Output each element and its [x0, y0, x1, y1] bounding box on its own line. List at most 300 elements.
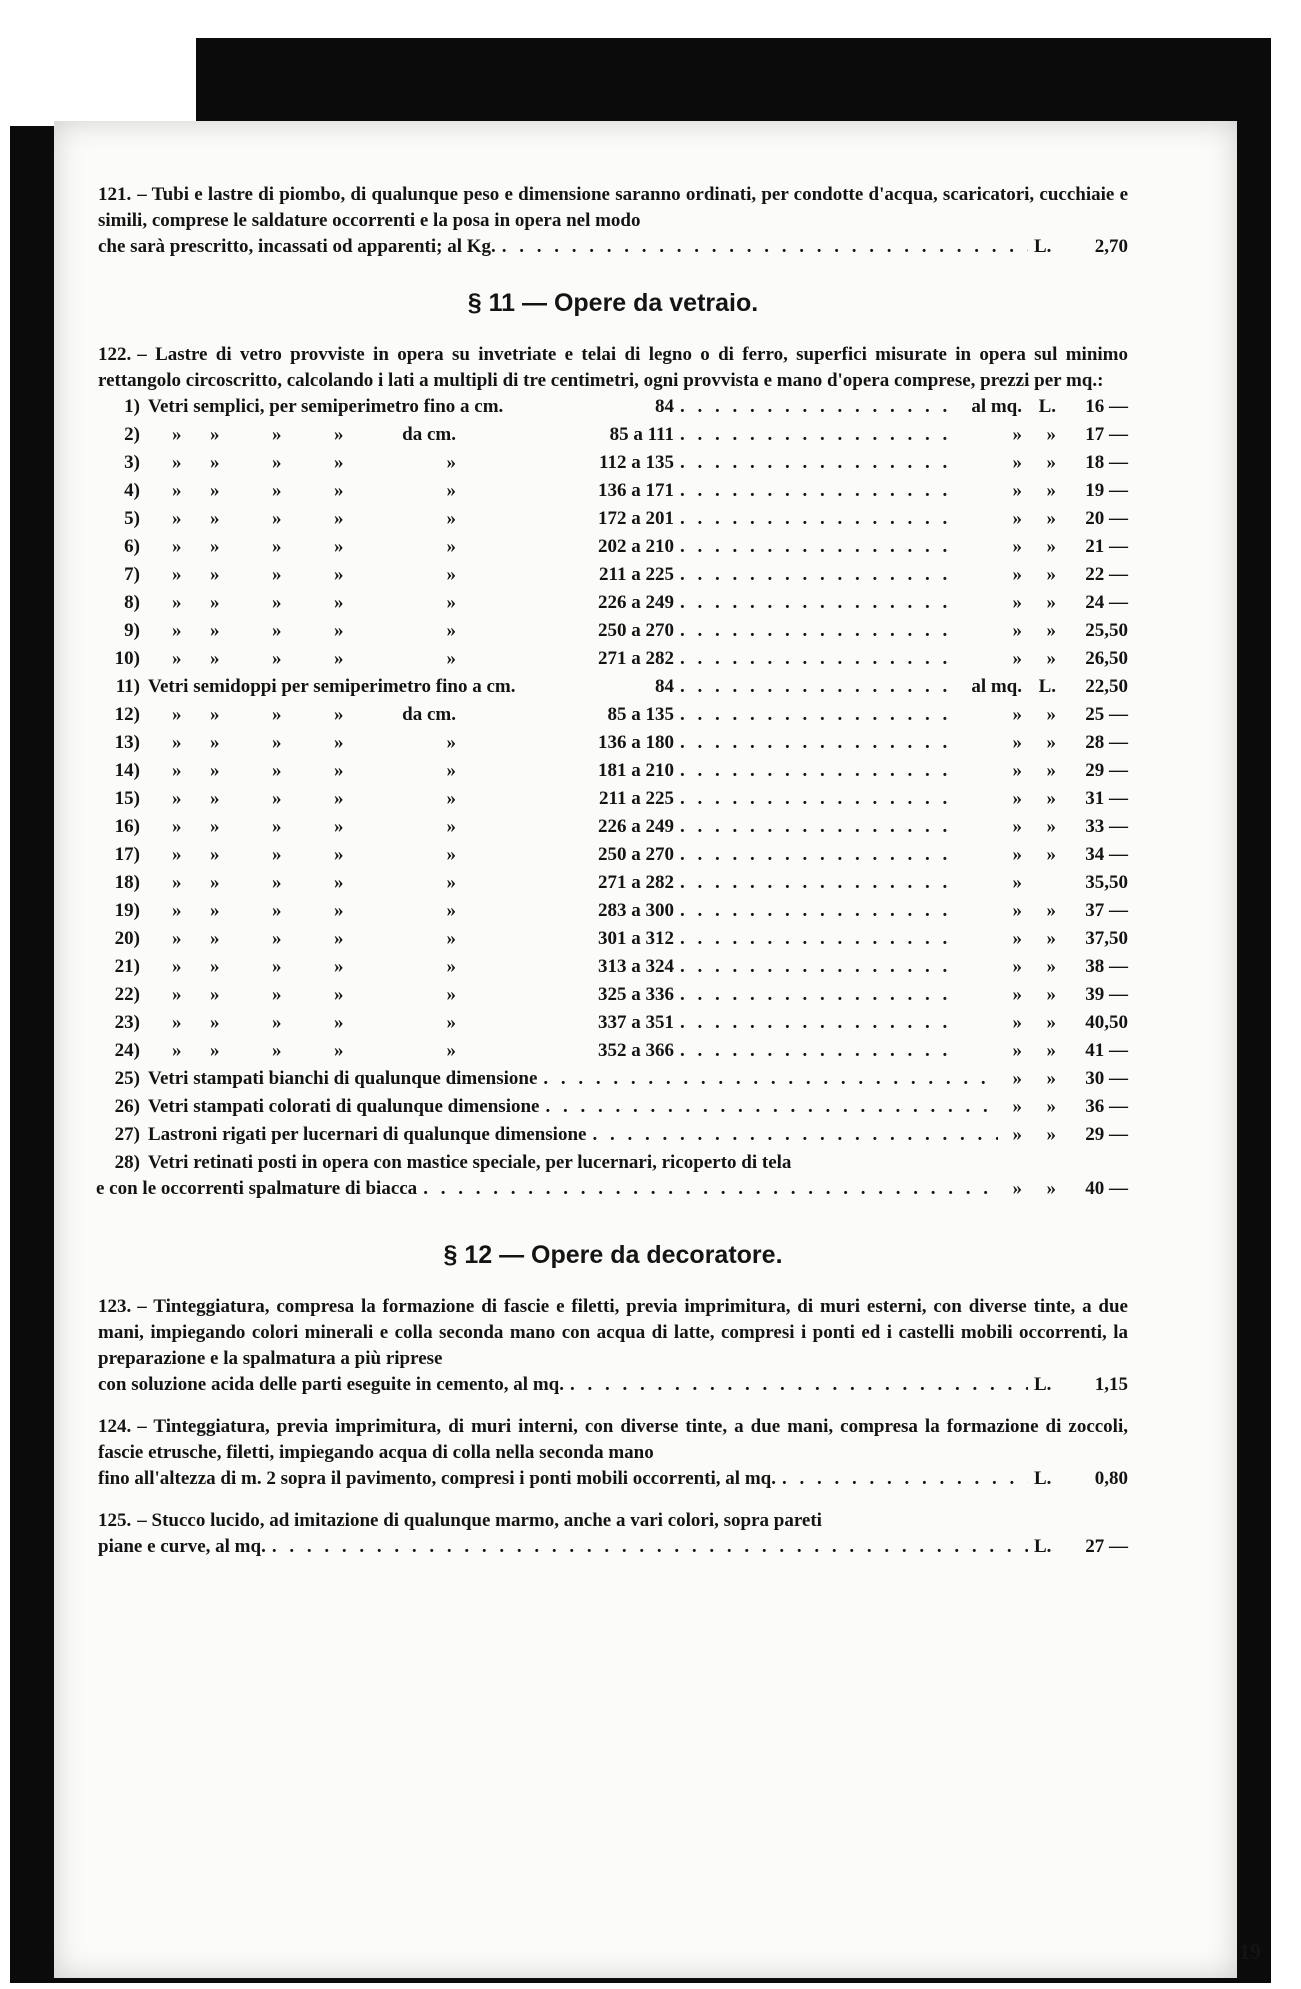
- row-index: 23): [114, 1012, 140, 1033]
- row-index: 12): [114, 704, 140, 725]
- item-123-price-line: [98, 1372, 1128, 1398]
- ditto-mark: »: [334, 872, 344, 893]
- price: 27 —: [1085, 1536, 1128, 1557]
- row-currency: »: [1046, 1068, 1056, 1089]
- row-index: 8): [124, 592, 140, 613]
- dot-leader: [680, 422, 958, 448]
- row-unit: »: [1012, 648, 1022, 669]
- row-currency: »: [1046, 480, 1056, 501]
- row-price: 22,50: [1085, 676, 1128, 697]
- row-da-label: »: [446, 900, 456, 921]
- row-currency: L.: [1038, 676, 1056, 697]
- row-desc: [148, 506, 566, 532]
- dot-leader: [680, 702, 958, 728]
- row-price: 41 —: [1085, 1040, 1128, 1061]
- row-range: 172 a 201: [598, 508, 674, 529]
- ditto-mark: »: [272, 1040, 282, 1061]
- item-text: – Tubi e lastre di piombo, di qualunque peso e dimensione saranno ordinati, per condotte d'acqua, scaricatori, cucchiaie e simili, comprese le saldature occorrenti e la posa in opera nel modo: [98, 184, 1128, 231]
- row-currency: »: [1046, 732, 1056, 753]
- row-desc: [148, 1038, 566, 1064]
- row-index: 3): [124, 452, 140, 473]
- table-row: [98, 1038, 1128, 1066]
- row-price: 40 —: [1085, 1178, 1128, 1199]
- section-title-vetraio: § 11 — Opere da vetraio.: [467, 289, 759, 317]
- row-price: 34 —: [1085, 844, 1128, 865]
- row-desc: [148, 842, 566, 868]
- item-number: 123.: [98, 1296, 132, 1317]
- row-index: 9): [124, 620, 140, 641]
- row-desc: [148, 870, 566, 896]
- ditto-mark: »: [334, 424, 344, 445]
- ditto-mark: »: [334, 508, 344, 529]
- row-unit: »: [1012, 816, 1022, 837]
- ditto-mark: »: [334, 928, 344, 949]
- ditto-mark: »: [210, 844, 220, 865]
- row-index: 7): [124, 564, 140, 585]
- row-currency: »: [1046, 648, 1056, 669]
- row-price: 16 —: [1085, 396, 1128, 417]
- row-desc: [148, 478, 566, 504]
- row-desc-line2: e con le occorrenti spalmature di biacca: [96, 1178, 418, 1199]
- dot-leader: [680, 758, 958, 784]
- ditto-mark: »: [210, 732, 220, 753]
- dot-leader: [680, 982, 958, 1008]
- ditto-mark: »: [210, 760, 220, 781]
- ditto-mark: »: [172, 480, 182, 501]
- row-unit: »: [1012, 1096, 1022, 1117]
- item-number: 122.: [98, 344, 132, 365]
- ditto-mark: »: [210, 452, 220, 473]
- row-da-label: »: [446, 592, 456, 613]
- row-currency: »: [1046, 424, 1056, 445]
- ditto-mark: »: [272, 816, 282, 837]
- ditto-mark: »: [272, 872, 282, 893]
- dot-leader: [680, 898, 958, 924]
- dot-leader: [543, 1066, 998, 1092]
- dot-leader: [680, 478, 958, 504]
- table-row: [98, 1066, 1128, 1094]
- ditto-mark: »: [272, 788, 282, 809]
- ditto-mark: »: [210, 788, 220, 809]
- row-currency: »: [1046, 592, 1056, 613]
- item-121-price-line: [98, 234, 1128, 260]
- row-currency: »: [1046, 1012, 1056, 1033]
- row-price: 35,50: [1085, 872, 1128, 893]
- row-price: 29 —: [1085, 760, 1128, 781]
- ditto-mark: »: [210, 480, 220, 501]
- row-range: 250 a 270: [598, 620, 674, 641]
- row-desc: [148, 1010, 566, 1036]
- row-index: 5): [124, 508, 140, 529]
- ditto-mark: »: [334, 480, 344, 501]
- ditto-mark: »: [272, 928, 282, 949]
- row-range: 112 a 135: [599, 452, 674, 473]
- row-da-label: »: [446, 536, 456, 557]
- item-text: – Stucco lucido, ad imitazione di qualunque marmo, anche a vari colori, sopra pareti: [137, 1510, 822, 1531]
- dot-leader: [680, 842, 958, 868]
- item-number: 121.: [98, 184, 132, 205]
- table-row: [98, 982, 1128, 1010]
- row-unit: »: [1012, 704, 1022, 725]
- row-currency: »: [1046, 984, 1056, 1005]
- table-row: [98, 730, 1128, 758]
- dot-leader: [570, 1372, 1028, 1398]
- item-text: – Tinteggiatura, previa imprimitura, di muri interni, con diverse tinte, a due mani, compresa la formazione di zoccoli, fascie etrusche, filetti, impiegando acqua di colla nella seconda mano: [98, 1416, 1128, 1463]
- ditto-mark: »: [172, 452, 182, 473]
- ditto-mark: »: [272, 480, 282, 501]
- ditto-mark: »: [172, 844, 182, 865]
- row-index: 2): [124, 424, 140, 445]
- row-da-label: »: [446, 508, 456, 529]
- dot-leader: [680, 786, 958, 812]
- ditto-mark: »: [272, 424, 282, 445]
- ditto-mark: »: [172, 620, 182, 641]
- ditto-mark: »: [334, 760, 344, 781]
- currency: L.: [1034, 1374, 1052, 1395]
- row-index: 14): [114, 760, 140, 781]
- row-desc: Vetri stampati colorati di qualunque dimensione: [148, 1096, 540, 1117]
- row-desc: [148, 646, 566, 672]
- row-index: 6): [124, 536, 140, 557]
- row-range: 325 a 336: [598, 984, 674, 1005]
- row-index: 27): [114, 1124, 140, 1145]
- row-da-label: »: [446, 872, 456, 893]
- dot-leader: [680, 730, 958, 756]
- row-index: 24): [114, 1040, 140, 1061]
- ditto-mark: »: [172, 816, 182, 837]
- row-currency: »: [1046, 1124, 1056, 1145]
- row-desc: [148, 450, 566, 476]
- ditto-mark: »: [272, 1012, 282, 1033]
- item-text-last: con soluzione acida delle parti eseguite in cemento, al mq.: [98, 1374, 564, 1395]
- ditto-mark: »: [172, 928, 182, 949]
- ditto-mark: »: [210, 900, 220, 921]
- currency: L.: [1034, 236, 1052, 257]
- row-da-label: »: [446, 788, 456, 809]
- ditto-mark: »: [172, 984, 182, 1005]
- item-123: [98, 1294, 1128, 1372]
- row-range: 85 a 135: [607, 704, 674, 725]
- row-desc: [148, 898, 566, 924]
- table-row: [98, 1094, 1128, 1122]
- table-row: [98, 590, 1128, 618]
- row-da-label: da cm.: [402, 424, 456, 445]
- row-price: 18 —: [1085, 452, 1128, 473]
- row-range: 136 a 171: [598, 480, 674, 501]
- ditto-mark: »: [210, 928, 220, 949]
- row-price: 21 —: [1085, 536, 1128, 557]
- ditto-mark: »: [272, 536, 282, 557]
- dot-leader: [680, 394, 958, 420]
- row-unit: »: [1012, 480, 1022, 501]
- row-desc: Vetri semidoppi per semiperimetro fino a cm.: [148, 676, 516, 697]
- dot-leader: [680, 1010, 958, 1036]
- row-price: 37,50: [1085, 928, 1128, 949]
- ditto-mark: »: [272, 732, 282, 753]
- row-desc: [148, 954, 566, 980]
- row-da-label: »: [446, 1040, 456, 1061]
- dot-leader: [680, 674, 958, 700]
- table-row: [98, 786, 1128, 814]
- ditto-mark: »: [272, 564, 282, 585]
- dot-leader: [545, 1094, 998, 1120]
- row-range: 136 a 180: [598, 732, 674, 753]
- row-desc: [148, 618, 566, 644]
- row-unit: »: [1012, 956, 1022, 977]
- row-currency: »: [1046, 620, 1056, 641]
- ditto-mark: »: [334, 732, 344, 753]
- ditto-mark: »: [172, 1012, 182, 1033]
- row-index: 25): [114, 1068, 140, 1089]
- row-currency: »: [1046, 1096, 1056, 1117]
- row-index: 19): [114, 900, 140, 921]
- ditto-mark: »: [272, 592, 282, 613]
- ditto-mark: »: [334, 1040, 344, 1061]
- row-da-label: »: [446, 648, 456, 669]
- section-title-decoratore: § 12 — Opere da decoratore.: [443, 1241, 783, 1269]
- ditto-mark: »: [210, 956, 220, 977]
- row-price: 17 —: [1085, 424, 1128, 445]
- ditto-mark: »: [210, 1040, 220, 1061]
- row-currency: »: [1046, 956, 1056, 977]
- row-da-label: »: [446, 816, 456, 837]
- page-content: [98, 182, 1128, 1560]
- row-unit: »: [1012, 592, 1022, 613]
- row-da-label: da cm.: [402, 704, 456, 725]
- ditto-mark: »: [210, 592, 220, 613]
- row-desc: [148, 814, 566, 840]
- row-unit: »: [1012, 424, 1022, 445]
- row-currency: L.: [1038, 396, 1056, 417]
- price: 2,70: [1094, 236, 1128, 257]
- row-desc: [148, 730, 566, 756]
- row-currency: »: [1046, 536, 1056, 557]
- row-unit: »: [1012, 984, 1022, 1005]
- row-price: 39 —: [1085, 984, 1128, 1005]
- row-range: 313 a 324: [598, 956, 674, 977]
- ditto-mark: »: [172, 872, 182, 893]
- glass-price-table-extra: [98, 1066, 1128, 1150]
- row-unit: »: [1012, 844, 1022, 865]
- ditto-mark: »: [172, 788, 182, 809]
- row-price: 37 —: [1085, 900, 1128, 921]
- ditto-mark: »: [334, 816, 344, 837]
- row-index: 28): [114, 1152, 140, 1173]
- ditto-mark: »: [210, 508, 220, 529]
- ditto-mark: »: [334, 452, 344, 473]
- row-unit: al mq.: [971, 676, 1022, 697]
- row-currency: »: [1046, 928, 1056, 949]
- ditto-mark: »: [272, 760, 282, 781]
- row-price: 26,50: [1085, 648, 1128, 669]
- ditto-mark: »: [172, 704, 182, 725]
- row-currency: »: [1046, 508, 1056, 529]
- table-row: [98, 506, 1128, 534]
- item-125-price-line: [98, 1534, 1128, 1560]
- ditto-mark: »: [210, 620, 220, 641]
- dot-leader: [680, 870, 958, 896]
- dot-leader: [680, 562, 958, 588]
- row-currency: »: [1046, 1178, 1056, 1199]
- row-desc: [148, 422, 566, 448]
- row-price: 22 —: [1085, 564, 1128, 585]
- ditto-mark: »: [172, 592, 182, 613]
- ditto-mark: »: [334, 844, 344, 865]
- row-range: 283 a 300: [598, 900, 674, 921]
- row-unit: al mq.: [971, 396, 1022, 417]
- row-desc: Vetri retinati posti in opera con mastice speciale, per lucernari, ricoperto di tela: [148, 1152, 792, 1173]
- table-row: [98, 450, 1128, 478]
- dot-leader: [680, 646, 958, 672]
- row-price: 31 —: [1085, 788, 1128, 809]
- dot-leader: [680, 1038, 958, 1064]
- table-row: [98, 758, 1128, 786]
- item-text: – Lastre di vetro provviste in opera su invetriate e telai di legno o di ferro, superfici misurate in opera sul minimo rettangolo circoscritto, calcolando i lati a multipli di tre centimetri, ogni provvista e mano d'opera comprese, prezzi per mq.:: [98, 344, 1128, 391]
- ditto-mark: »: [272, 844, 282, 865]
- page-number: 19: [1239, 1939, 1261, 1964]
- row-range: 271 a 282: [598, 872, 674, 893]
- ditto-mark: »: [272, 704, 282, 725]
- row-unit: »: [1012, 760, 1022, 781]
- table-row: [98, 842, 1128, 870]
- row-index: 26): [114, 1096, 140, 1117]
- row-price: 33 —: [1085, 816, 1128, 837]
- table-row-28: [98, 1150, 1128, 1202]
- dot-leader: [782, 1466, 1028, 1492]
- table-row: [98, 618, 1128, 646]
- row-index: 17): [114, 844, 140, 865]
- row-da-label: »: [446, 956, 456, 977]
- row-range: 211 a 225: [599, 564, 674, 585]
- row-da-label: »: [446, 1012, 456, 1033]
- row-price: 38 —: [1085, 956, 1128, 977]
- table-row: [98, 674, 1128, 702]
- dot-leader: [592, 1122, 998, 1148]
- ditto-mark: »: [272, 956, 282, 977]
- row-desc: [148, 758, 566, 784]
- table-row: [98, 534, 1128, 562]
- ditto-mark: »: [210, 424, 220, 445]
- row-range: 352 a 366: [598, 1040, 674, 1061]
- row-index: 13): [114, 732, 140, 753]
- dot-leader: [680, 954, 958, 980]
- price: 1,15: [1094, 1374, 1128, 1395]
- ditto-mark: »: [334, 592, 344, 613]
- row-unit: »: [1012, 872, 1022, 893]
- table-row: [98, 898, 1128, 926]
- row-price: 19 —: [1085, 480, 1128, 501]
- dot-leader: [680, 534, 958, 560]
- price: 0,80: [1094, 1468, 1128, 1489]
- ditto-mark: »: [172, 424, 182, 445]
- item-text: – Tinteggiatura, compresa la formazione di fascie e filetti, previa imprimitura, di muri esterni, con diverse tinte, a due mani, impiegando colori minerali e colla seconda mano con acqua di latte, compresi i ponti ed i castelli mobili occorrenti, la preparazione e la spalmatura a più riprese: [98, 1296, 1128, 1369]
- row-da-label: »: [446, 480, 456, 501]
- item-text-last: fino all'altezza di m. 2 sopra il pavimento, compresi i ponti mobili occorrenti, al mq.: [98, 1468, 776, 1489]
- row-da-label: »: [446, 984, 456, 1005]
- row-desc: [148, 562, 566, 588]
- table-row: [98, 702, 1128, 730]
- dot-leader: [502, 234, 1028, 260]
- row-price: 36 —: [1085, 1096, 1128, 1117]
- row-price: 29 —: [1085, 1124, 1128, 1145]
- dot-leader: [680, 618, 958, 644]
- ditto-mark: »: [210, 984, 220, 1005]
- row-da-label: »: [446, 760, 456, 781]
- table-row: [98, 926, 1128, 954]
- row-unit: »: [1012, 1178, 1022, 1199]
- ditto-mark: »: [210, 648, 220, 669]
- row-range: 181 a 210: [598, 760, 674, 781]
- row-currency: »: [1046, 844, 1056, 865]
- table-row: [98, 954, 1128, 982]
- row-da-label: »: [446, 928, 456, 949]
- table-row: [98, 562, 1128, 590]
- ditto-mark: »: [334, 536, 344, 557]
- row-index: 20): [114, 928, 140, 949]
- row-desc: [148, 982, 566, 1008]
- row-price: 20 —: [1085, 508, 1128, 529]
- item-text-last: che sarà prescritto, incassati od apparenti; al Kg.: [98, 236, 496, 257]
- row-unit: »: [1012, 620, 1022, 641]
- table-row: [98, 1122, 1128, 1150]
- item-121: [98, 182, 1128, 234]
- item-122: [98, 342, 1128, 394]
- row-currency: »: [1046, 704, 1056, 725]
- row-currency: »: [1046, 564, 1056, 585]
- row-desc: Vetri semplici, per semiperimetro fino a cm.: [148, 396, 504, 417]
- ditto-mark: »: [172, 508, 182, 529]
- ditto-mark: »: [172, 956, 182, 977]
- row-price: 28 —: [1085, 732, 1128, 753]
- ditto-mark: »: [172, 900, 182, 921]
- ditto-mark: »: [334, 956, 344, 977]
- ditto-mark: »: [334, 564, 344, 585]
- ditto-mark: »: [334, 648, 344, 669]
- row-currency: »: [1046, 788, 1056, 809]
- ditto-mark: »: [172, 648, 182, 669]
- row-desc: [148, 590, 566, 616]
- table-row: [98, 870, 1128, 898]
- row-range: 337 a 351: [598, 1012, 674, 1033]
- dot-leader: [680, 814, 958, 840]
- item-124-price-line: [98, 1466, 1128, 1492]
- dot-leader: [680, 506, 958, 532]
- row-index: 21): [114, 956, 140, 977]
- ditto-mark: »: [334, 900, 344, 921]
- dot-leader: [272, 1534, 1028, 1560]
- ditto-mark: »: [210, 816, 220, 837]
- row-desc: [148, 786, 566, 812]
- ditto-mark: »: [172, 760, 182, 781]
- ditto-mark: »: [210, 704, 220, 725]
- row-currency: »: [1046, 1040, 1056, 1061]
- row-unit: »: [1012, 452, 1022, 473]
- ditto-mark: »: [172, 732, 182, 753]
- row-index: 10): [114, 648, 140, 669]
- item-124: [98, 1414, 1128, 1466]
- row-da-label: »: [446, 844, 456, 865]
- row-range: 211 a 225: [599, 788, 674, 809]
- ditto-mark: »: [334, 788, 344, 809]
- row-unit: »: [1012, 928, 1022, 949]
- dot-leader: [680, 926, 958, 952]
- dot-leader: [680, 590, 958, 616]
- ditto-mark: »: [172, 536, 182, 557]
- glass-price-table: [98, 394, 1128, 1066]
- row-price: 24 —: [1085, 592, 1128, 613]
- row-range: 85 a 111: [609, 424, 674, 445]
- ditto-mark: »: [334, 704, 344, 725]
